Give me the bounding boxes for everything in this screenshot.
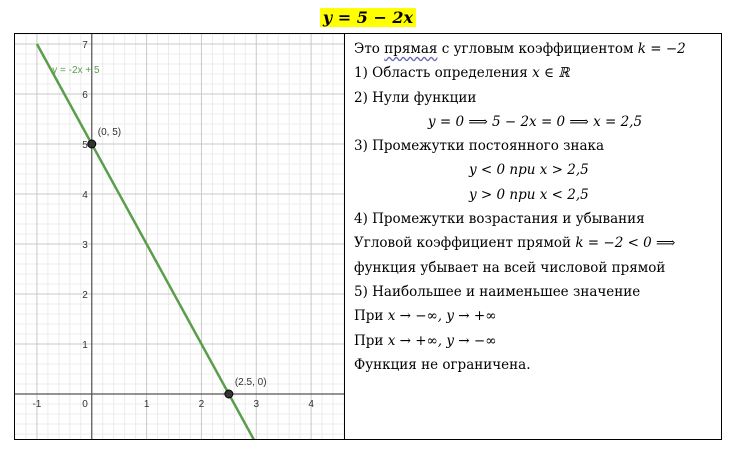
x-tick-label: 2 (198, 399, 205, 410)
title (0, 8, 736, 28)
text-line-9 (354, 231, 716, 255)
text-9: Угловой коэффициент прямой (354, 235, 576, 252)
text-13a: При (354, 332, 388, 349)
text-1b: с угловым коэффициентом (437, 41, 638, 57)
text-12-math: x → −∞, y → +∞ (387, 308, 497, 325)
point-marker (88, 140, 96, 148)
y-tick-label: 2 (82, 290, 88, 301)
y-tick-label: 1 (82, 340, 88, 351)
text-line-10: функция убывает на всей числовой прямой (354, 259, 666, 276)
text-1a: Это (354, 41, 385, 57)
text-line-8: 4) Промежутки возрастания и убывания (354, 211, 645, 228)
x-tick-label: 4 (308, 399, 314, 410)
function-label: y = -2x + 5 (52, 65, 100, 76)
text-line-4 (354, 110, 716, 134)
function-graph (15, 34, 344, 439)
y-tick-label: 3 (82, 240, 88, 251)
text-line-1 (354, 37, 716, 61)
analysis-text (354, 37, 716, 377)
y-tick-label: 6 (82, 90, 88, 101)
point-label: (0, 5) (97, 127, 122, 138)
points (88, 127, 267, 398)
y-tick-label: 5 (82, 140, 88, 151)
text-12a: При (354, 308, 388, 325)
text-line-14: Функция не ограничена. (354, 356, 531, 373)
text-13-math: x → +∞, y → −∞ (387, 332, 497, 349)
text-9-math: k = −2 < 0 ⟹ (575, 235, 676, 252)
text-line-7 (354, 183, 716, 207)
point-label: (2.5, 0) (234, 377, 267, 388)
text-line-11: 5) Наибольшее и наименьшее значение (354, 283, 641, 300)
origin-label: 0 (82, 399, 88, 410)
text-7-math: y > 0 при x < 2,5 (469, 186, 589, 203)
text-line-3: 2) Нули функции (354, 89, 477, 106)
text-2-math: x ∈ ℝ (532, 65, 570, 82)
y-tick-label: 4 (82, 190, 88, 201)
x-tick-label: 1 (143, 399, 150, 410)
text-6-math: y < 0 при x > 2,5 (469, 162, 589, 179)
column-divider (344, 33, 345, 440)
text-1-word: прямая (384, 41, 438, 57)
text-line-2 (354, 61, 716, 85)
point-marker (225, 390, 233, 398)
text-line-5: 3) Промежутки постоянного знака (354, 138, 605, 155)
title-formula: y = 5 − 2x (320, 8, 416, 27)
text-line-13 (354, 329, 716, 353)
text-2: 1) Область определения (354, 65, 533, 82)
text-1-math: k = −2 (637, 41, 686, 57)
x-tick-label: 3 (253, 399, 260, 410)
y-tick-label: 7 (82, 40, 88, 51)
text-line-6 (354, 158, 716, 182)
x-tick-label: -1 (32, 399, 42, 410)
text-line-12 (354, 304, 716, 328)
text-4-math: y = 0 ⟹ 5 − 2x = 0 ⟹ x = 2,5 (427, 113, 643, 130)
